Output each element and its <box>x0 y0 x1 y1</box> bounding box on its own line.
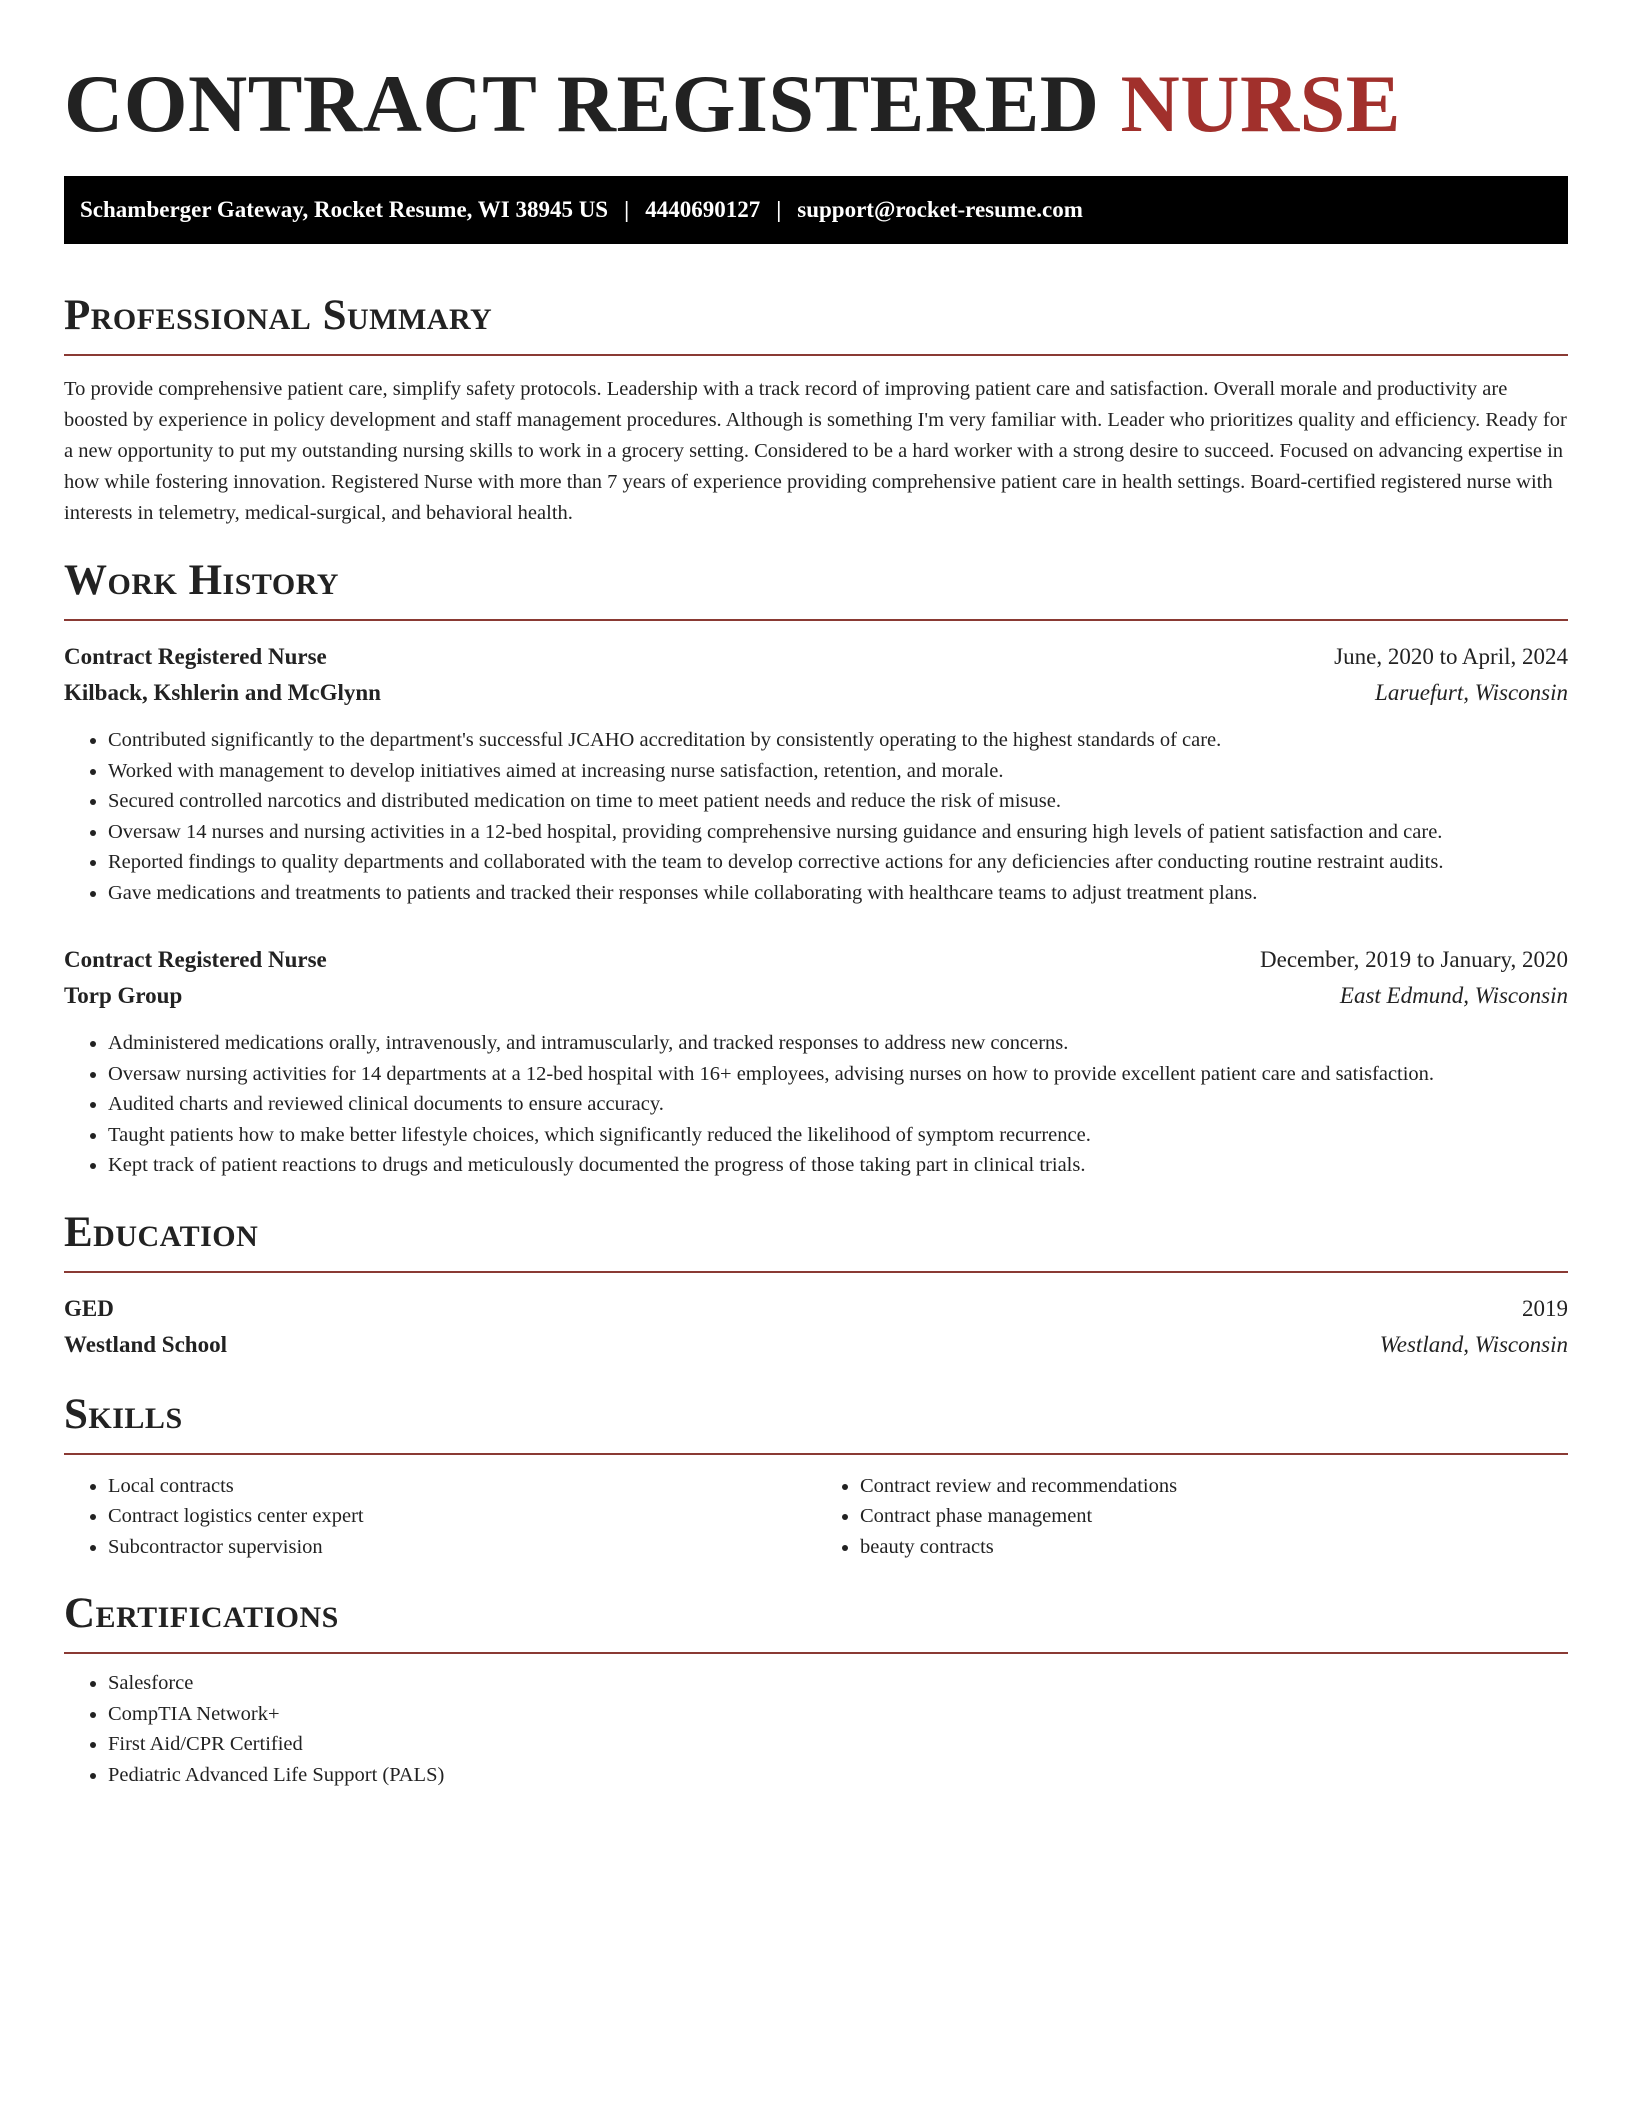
education-school-row <box>64 1327 1568 1363</box>
job-dates: December, 2019 to January, 2020 <box>1260 947 1568 972</box>
job-bullet: • Kept track of patient reactions to drugs and meticulously documented the progress of those taking part in clinical trials. <box>108 1150 1568 1181</box>
contact-phone: 4440690127 <box>645 197 761 222</box>
skill-item: • Contract phase management <box>860 1501 1568 1532</box>
section-divider <box>64 1652 1568 1654</box>
job-company-row <box>64 675 1568 711</box>
job-company-row <box>64 978 1568 1014</box>
job-entry <box>64 639 1568 908</box>
certifications-heading: Certifications <box>64 1590 339 1637</box>
skills-list-right <box>816 1471 1568 1563</box>
skill-item: • Subcontractor supervision <box>108 1532 816 1563</box>
job-bullets <box>64 725 1568 908</box>
job-bullet: • Taught patients how to make better lifestyle choices, which significantly reduced the likelihood of symptom recurrence. <box>108 1120 1568 1151</box>
summary-text: To provide comprehensive patient care, simplify safety protocols. Leadership with a track record of improving patient care and satisfaction. Overall morale and productivity are boosted by experience in policy development and staff management procedures. Although is something I'm very familiar with. Leader who prioritizes quality and efficiency. Ready for a new opportunity to put my outstanding nursing skills to work in a grocery setting. Considered to be a hard worker with a strong desire to succeed. Focused on advancing expertise in how while fostering innovation. Registered Nurse with more than 7 years of experience providing comprehensive patient care in health settings. Board-certified registered nurse with interests in telemetry, medical-surgical, and behavioral health. <box>64 378 1567 524</box>
job-bullet: • Administered medications orally, intravenously, and intramuscularly, and tracked responses to address new concerns. <box>108 1028 1568 1059</box>
job-bullet: • Oversaw nursing activities for 14 departments at a 12-bed hospital with 16+ employees, advising nurses on how to provide excellent patient care and satisfaction. <box>108 1059 1568 1090</box>
job-company: Kilback, Kshlerin and McGlynn <box>64 680 381 705</box>
skill-item: • Local contracts <box>108 1471 816 1502</box>
education-heading: Education <box>64 1208 259 1256</box>
certification-item: • Salesforce <box>108 1668 1568 1699</box>
job-location: Laruefurt, Wisconsin <box>1375 680 1568 705</box>
section-divider <box>64 1453 1568 1455</box>
skills-heading: Skills <box>64 1390 183 1438</box>
education-degree-row <box>64 1291 1568 1327</box>
certification-item: • Pediatric Advanced Life Support (PALS) <box>108 1760 1568 1791</box>
job-title: Contract Registered Nurse <box>64 644 327 669</box>
job-dates: June, 2020 to April, 2024 <box>1334 644 1568 669</box>
job-bullet: • Audited charts and reviewed clinical documents to ensure accuracy. <box>108 1089 1568 1120</box>
certification-item: • CompTIA Network+ <box>108 1699 1568 1730</box>
job-bullet: • Contributed significantly to the department's successful JCAHO accreditation by consistently operating to the highest standards of care. <box>108 725 1568 756</box>
contact-address: Schamberger Gateway, Rocket Resume, WI 38945 US <box>80 197 609 222</box>
skill-item: • beauty contracts <box>860 1532 1568 1563</box>
contact-bar <box>64 176 1568 244</box>
contact-separator: | <box>776 197 782 222</box>
skill-item: • Contract review and recommendations <box>860 1471 1568 1502</box>
job-bullets <box>64 1028 1568 1181</box>
job-company: Torp Group <box>64 983 183 1008</box>
education-school: Westland School <box>64 1331 227 1357</box>
summary-heading: Professional Summary <box>64 292 493 339</box>
education-location: Westland, Wisconsin <box>1379 1331 1568 1357</box>
skill-item: • Contract logistics center expert <box>108 1501 816 1532</box>
work-history-heading: Work History <box>64 557 339 604</box>
job-bullet: • Oversaw 14 nurses and nursing activities in a 12-bed hospital, providing comprehensive nursing guidance and ensuring high levels of patient satisfaction and care. <box>108 817 1568 848</box>
section-divider <box>64 619 1568 621</box>
job-bullet: • Secured controlled narcotics and distributed medication on time to meet patient needs and reduce the risk of misuse. <box>108 786 1568 817</box>
contact-email: support@rocket-resume.com <box>797 197 1083 222</box>
job-bullet: • Worked with management to develop initiatives aimed at increasing nurse satisfaction, retention, and morale. <box>108 756 1568 787</box>
job-location: East Edmund, Wisconsin <box>1339 983 1568 1008</box>
job-entry <box>64 942 1568 1181</box>
education-year: 2019 <box>1522 1295 1568 1321</box>
education-entry <box>64 1291 1568 1363</box>
section-divider <box>64 1271 1568 1273</box>
contact-separator: | <box>624 197 630 222</box>
section-divider <box>64 354 1568 356</box>
title-main: CONTRACT REGISTERED <box>64 58 1100 149</box>
job-title-row <box>64 942 1568 978</box>
education-degree: GED <box>64 1295 114 1321</box>
skills-columns <box>64 1471 1568 1563</box>
job-bullet: • Gave medications and treatments to patients and tracked their responses while collaborating with healthcare teams to adjust treatment plans. <box>108 878 1568 909</box>
skills-list-left <box>64 1471 816 1563</box>
title-accent: NURSE <box>1120 58 1401 149</box>
certifications-list <box>64 1668 1568 1790</box>
job-title-row <box>64 639 1568 675</box>
job-bullet: • Reported findings to quality departments and collaborated with the team to develop corrective actions for any deficiencies after conducting routine restraint audits. <box>108 847 1568 878</box>
resume-title <box>64 56 1568 152</box>
job-title: Contract Registered Nurse <box>64 947 327 972</box>
certification-item: • First Aid/CPR Certified <box>108 1729 1568 1760</box>
